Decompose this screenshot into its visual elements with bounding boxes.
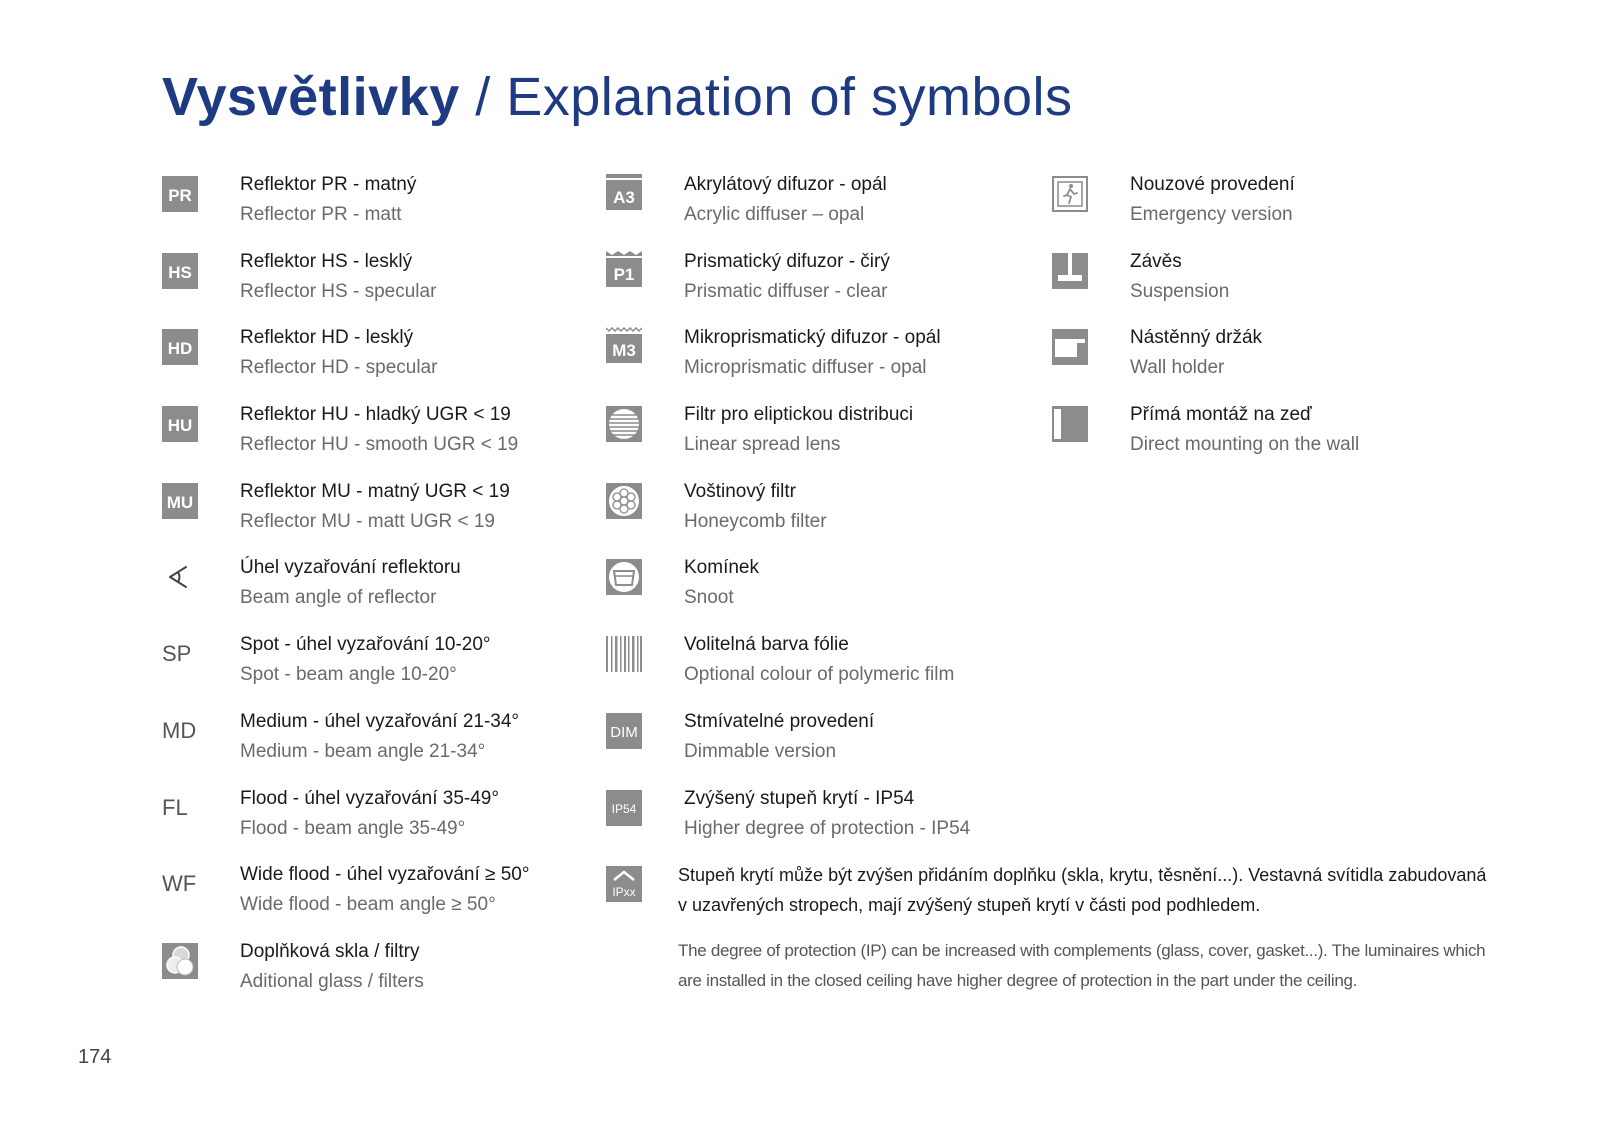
ip54-icon-text: IP54 xyxy=(611,801,637,816)
wall-holder-icon xyxy=(1052,329,1088,365)
p1-icon-text: P1 xyxy=(613,264,635,284)
sp-letter-icon: SP xyxy=(162,641,192,667)
snoot-icon xyxy=(606,559,642,595)
suspension-icon xyxy=(1052,253,1088,289)
wall-mount-icon xyxy=(1052,406,1088,442)
item-title-en: Reflector HS - specular xyxy=(240,280,437,302)
item-title-cz: Mikroprismatický difuzor - opál xyxy=(684,327,941,349)
item-title-en: Honeycomb filter xyxy=(684,510,827,532)
item-title-cz: Zvýšený stupeň krytí - IP54 xyxy=(684,787,915,809)
mu-box-icon xyxy=(162,483,198,519)
page-number: 174 xyxy=(78,1046,112,1068)
hs-icon-text: HS xyxy=(168,262,192,282)
item-title-cz: Akrylátový difuzor - opál xyxy=(684,174,887,195)
item-title-en: Acrylic diffuser – opal xyxy=(684,204,865,225)
item-title-en: Optional colour of polymeric film xyxy=(684,664,955,686)
item-title-en: Aditional glass / filters xyxy=(240,970,424,992)
title-bold: Vysvětlivky xyxy=(162,67,460,127)
ip-note-cz: Stupeň krytí může být zvýšen přidáním doplňku (skla, krytu, těsnění...). Vestavná svítidla zabudovaná v uzavřených stropech, mají zvýšený stupeň krytí v části pod podhledem. xyxy=(678,865,1487,915)
item-title-cz: Komínek xyxy=(684,557,759,579)
item-title-en: Beam angle of reflector xyxy=(240,587,437,609)
hs-box-icon xyxy=(162,253,198,289)
film-stripes-icon xyxy=(606,636,642,672)
item-title-en: Wide flood - beam angle ≥ 50° xyxy=(240,894,496,916)
item-title-en: Flood - beam angle 35-49° xyxy=(240,817,466,839)
item-title-en: Microprismatic diffuser - opal xyxy=(684,357,927,379)
item-title-cz: Nouzové provedení xyxy=(1130,174,1295,195)
item-title-en: Direct mounting on the wall xyxy=(1130,434,1360,456)
pr-box-icon xyxy=(162,176,198,212)
linear-spread-lens-icon xyxy=(606,406,642,442)
pr-icon-text: PR xyxy=(168,186,192,205)
dim-box-icon xyxy=(606,713,642,749)
item-title-en: Higher degree of protection - IP54 xyxy=(684,817,971,839)
item-title-en: Emergency version xyxy=(1130,204,1293,225)
item-title-cz: Přímá montáž na zeď xyxy=(1130,404,1312,426)
page-title xyxy=(162,66,1073,128)
m3-icon-text: M3 xyxy=(612,341,636,361)
hd-icon-text: HD xyxy=(167,339,193,359)
item-title-en: Linear spread lens xyxy=(684,434,841,456)
emergency-exit-icon xyxy=(1052,176,1088,212)
item-title-cz: Nástěnný držák xyxy=(1130,327,1263,349)
item-title-cz: Voštinový filtr xyxy=(684,480,796,502)
honeycomb-icon xyxy=(606,483,642,519)
item-title-en: Spot - beam angle 10-20° xyxy=(240,664,457,686)
ipxx-box-icon xyxy=(606,866,642,902)
p1-diffuser-icon xyxy=(606,253,642,289)
md-letter-icon: MD xyxy=(162,717,197,743)
item-title-en: Reflector MU - matt UGR < 19 xyxy=(240,510,495,532)
item-title-cz: Flood - úhel vyzařování 35-49° xyxy=(240,787,499,809)
item-title-cz: Doplňková skla / filtry xyxy=(240,940,420,962)
title-rest: / Explanation of symbols xyxy=(459,67,1073,127)
beam-angle-icon xyxy=(162,559,198,595)
hd-box-icon xyxy=(162,329,198,365)
item-title-cz: Reflektor HS - lesklý xyxy=(240,250,413,272)
item-title-cz: Prismatický difuzor - čirý xyxy=(684,250,890,272)
a3-icon-text: A3 xyxy=(613,188,635,207)
item-title-cz: Filtr pro eliptickou distribuci xyxy=(684,404,914,426)
item-title-en: Medium - beam angle 21-34° xyxy=(240,740,486,762)
item-title-en: Snoot xyxy=(684,587,734,609)
item-title-cz: Medium - úhel vyzařování 21-34° xyxy=(240,710,520,732)
item-title-en: Reflector HD - specular xyxy=(240,357,438,379)
item-title-cz: Závěs xyxy=(1130,250,1182,272)
item-title-en: Wall holder xyxy=(1130,357,1225,379)
a3-diffuser-icon xyxy=(606,176,642,212)
ip-note-en: The degree of protection (IP) can be increased with complements (glass, cover, gasket...). The luminaires which are installed in the closed ceiling have higher degree of protection in the part under the ceiling. xyxy=(678,941,1486,990)
item-title-cz: Úhel vyzařování reflektoru xyxy=(240,557,461,579)
ipxx-icon-text: IPxx xyxy=(612,885,636,899)
item-title-cz: Spot - úhel vyzařování 10-20° xyxy=(240,634,491,656)
dim-icon-text: DIM xyxy=(610,723,638,741)
item-title-cz: Reflektor HU - hladký UGR < 19 xyxy=(240,404,511,426)
hu-icon-text: HU xyxy=(167,416,193,436)
ip54-box-icon xyxy=(606,790,642,826)
item-title-en: Suspension xyxy=(1130,280,1230,302)
wf-letter-icon: WF xyxy=(162,871,197,897)
mu-icon-text: MU xyxy=(166,492,194,512)
item-title-cz: Volitelná barva fólie xyxy=(684,634,849,656)
item-title-en: Prismatic diffuser - clear xyxy=(684,280,888,302)
item-title-en: Reflector PR - matt xyxy=(240,204,402,225)
item-title-cz: Reflektor PR - matný xyxy=(240,174,417,195)
item-title-cz: Wide flood - úhel vyzařování ≥ 50° xyxy=(240,864,530,886)
fl-letter-icon: FL xyxy=(162,794,188,820)
hu-box-icon xyxy=(162,406,198,442)
item-title-cz: Stmívatelné provedení xyxy=(684,710,875,732)
glass-filters-icon xyxy=(162,943,198,979)
item-title-cz: Reflektor HD - lesklý xyxy=(240,327,414,349)
item-title-cz: Reflektor MU - matný UGR < 19 xyxy=(240,480,510,502)
item-title-en: Reflector HU - smooth UGR < 19 xyxy=(240,434,519,456)
m3-diffuser-icon xyxy=(606,329,642,365)
item-title-en: Dimmable version xyxy=(684,740,837,762)
